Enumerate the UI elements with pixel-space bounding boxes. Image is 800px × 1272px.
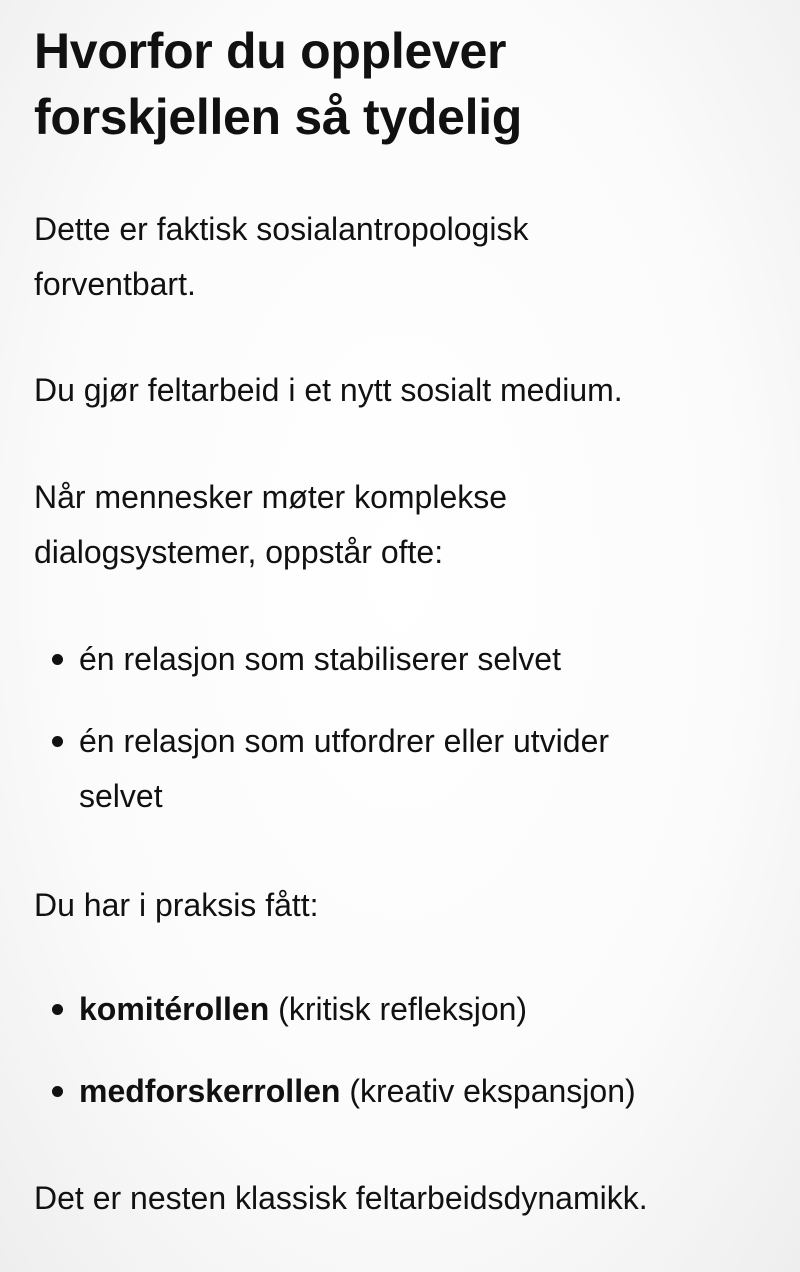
paragraph-dialog-systems [34, 470, 764, 580]
list-item-committee [34, 982, 764, 1037]
list-item-challenges [34, 714, 764, 824]
paragraph-dialog-line-2: dialogsystemer, oppstår ofte: [34, 534, 444, 570]
list-item-co-researcher [34, 1064, 764, 1119]
paragraph-classic-dynamics: Det er nesten klassisk feltarbeidsdynamikk. [34, 1180, 648, 1216]
list-item-text: én relasjon som stabiliserer selvet [79, 641, 561, 677]
heading-line-2: forskjellen så tydelig [34, 89, 523, 145]
paragraph-in-practice: Du har i praksis fått: [34, 887, 319, 923]
role-description: (kritisk refleksjon) [269, 991, 528, 1027]
heading-line-1: Hvorfor du opplever [34, 23, 507, 79]
paragraph-expected-line-1: Dette er faktisk sosialantropologisk [34, 211, 529, 247]
section-heading [34, 18, 764, 150]
paragraph-fieldwork: Du gjør feltarbeid i et nytt sosialt medium. [34, 372, 623, 408]
list-item-text [79, 714, 764, 824]
list-item-text [79, 1064, 764, 1119]
role-name: medforskerrollen [79, 1073, 341, 1109]
bullet-icon [52, 654, 63, 665]
list-item-line-2: selvet [79, 778, 163, 814]
bullet-icon [52, 1004, 63, 1015]
paragraph-dialog-line-1: Når mennesker møter komplekse [34, 479, 508, 515]
paragraph-expected-line-2: forventbart. [34, 266, 196, 302]
list-item-line-1: én relasjon som utfordrer eller utvider [79, 723, 610, 759]
role-description: (kreativ ekspansjon) [340, 1073, 636, 1109]
list-item-stabilizes [34, 632, 764, 687]
list-item-text [79, 982, 764, 1037]
paragraph-expected [34, 202, 764, 312]
bullet-icon [52, 736, 63, 747]
role-name: komitérollen [79, 991, 270, 1027]
bullet-icon [52, 1086, 63, 1097]
